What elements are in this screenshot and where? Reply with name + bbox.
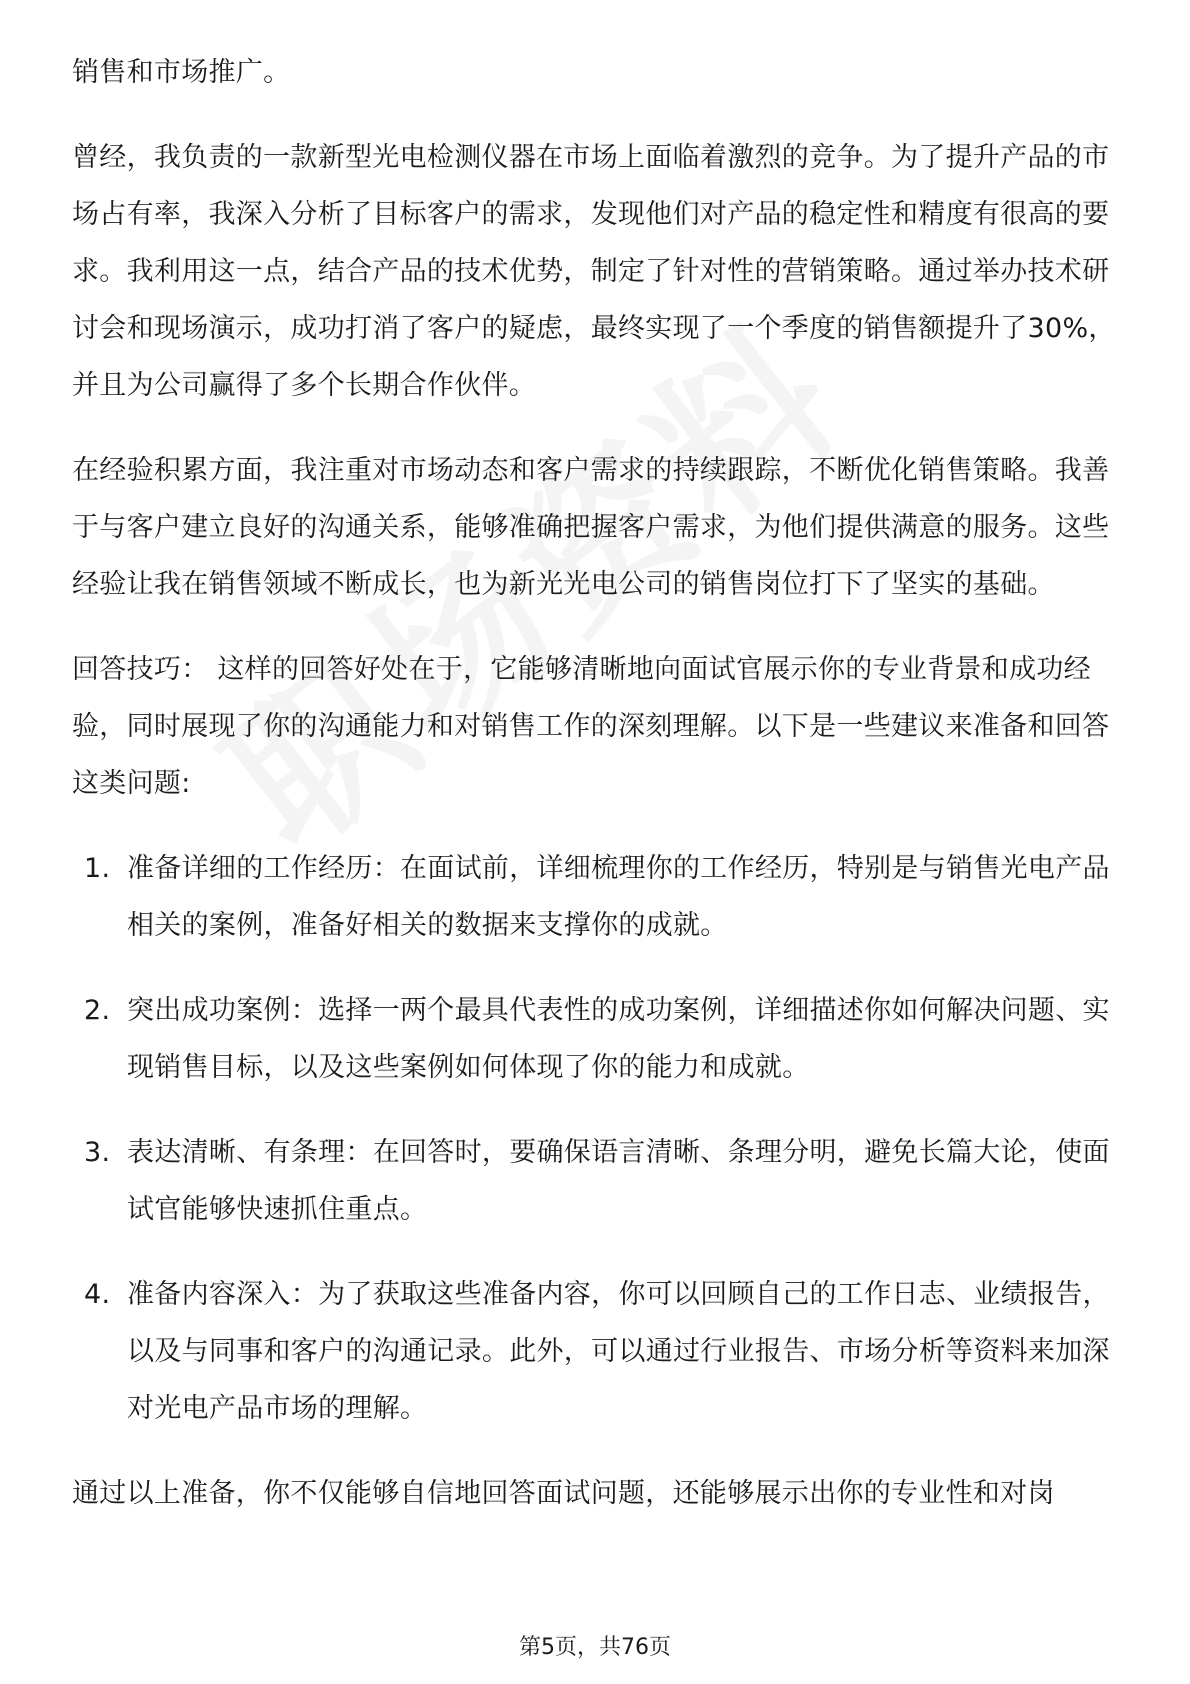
list-number: 4. <box>84 1279 111 1310</box>
list-item-text: 突出成功案例：选择一两个最具代表性的成功案例，详细描述你如何解决问题、实现销售目标，以及这些案例如何体现了你的能力和成就。 <box>127 995 1110 1083</box>
list-item-text: 准备详细的工作经历：在面试前，详细梳理你的工作经历，特别是与销售光电产品相关的案例，准备好相关的数据来支撑你的成就。 <box>127 853 1110 941</box>
tips-list <box>72 840 1122 1437</box>
paragraph-answer-tips: 回答技巧： 这样的回答好处在于，它能够清晰地向面试官展示你的专业背景和成功经验，同时展现了你的沟通能力和对销售工作的深刻理解。以下是一些建议来准备和回答这类问题: <box>72 654 1110 799</box>
paragraph-experience-case: 曾经，我负责的一款新型光电检测仪器在市场上面临着激烈的竞争。为了提升产品的市场占有率，我深入分析了目标客户的需求，发现他们对产品的稳定性和精度有很高的要求。我利用这一点，结合产品的技术优势，制定了针对性的营销策略。通过举办技术研讨会和现场演示，成功打消了客户的疑虑，最终实现了一个季度的销售额提升了30%，并且为公司赢得了多个长期合作伙伴。 <box>72 142 1116 401</box>
paragraph-closing: 通过以上准备，你不仅能够自信地回答面试问题，还能够展示出你的专业性和对岗 <box>72 1478 1055 1509</box>
list-number: 3. <box>84 1137 111 1168</box>
document-body <box>72 44 1122 1550</box>
page-number-footer: 第5页，共76页 <box>519 1635 671 1660</box>
list-item <box>72 1124 1122 1238</box>
list-item <box>72 982 1122 1096</box>
list-item-text: 表达清晰、有条理：在回答时，要确保语言清晰、条理分明，避免长篇大论，使面试官能够快速抓住重点。 <box>127 1137 1110 1225</box>
paragraph-intro-tail: 销售和市场推广。 <box>72 57 291 88</box>
list-number: 2. <box>84 995 111 1026</box>
list-item <box>72 1266 1122 1437</box>
list-item <box>72 840 1122 954</box>
list-number: 1. <box>84 853 111 884</box>
list-item-text: 准备内容深入：为了获取这些准备内容，你可以回顾自己的工作日志、业绩报告，以及与同事和客户的沟通记录。此外，可以通过行业报告、市场分析等资料来加深对光电产品市场的理解。 <box>127 1279 1110 1424</box>
paragraph-experience-accumulation: 在经验积累方面，我注重对市场动态和客户需求的持续跟踪，不断优化销售策略。我善于与客户建立良好的沟通关系，能够准确把握客户需求，为他们提供满意的服务。这些经验让我在销售领域不断成长，也为新光光电公司的销售岗位打下了坚实的基础。 <box>72 455 1110 600</box>
